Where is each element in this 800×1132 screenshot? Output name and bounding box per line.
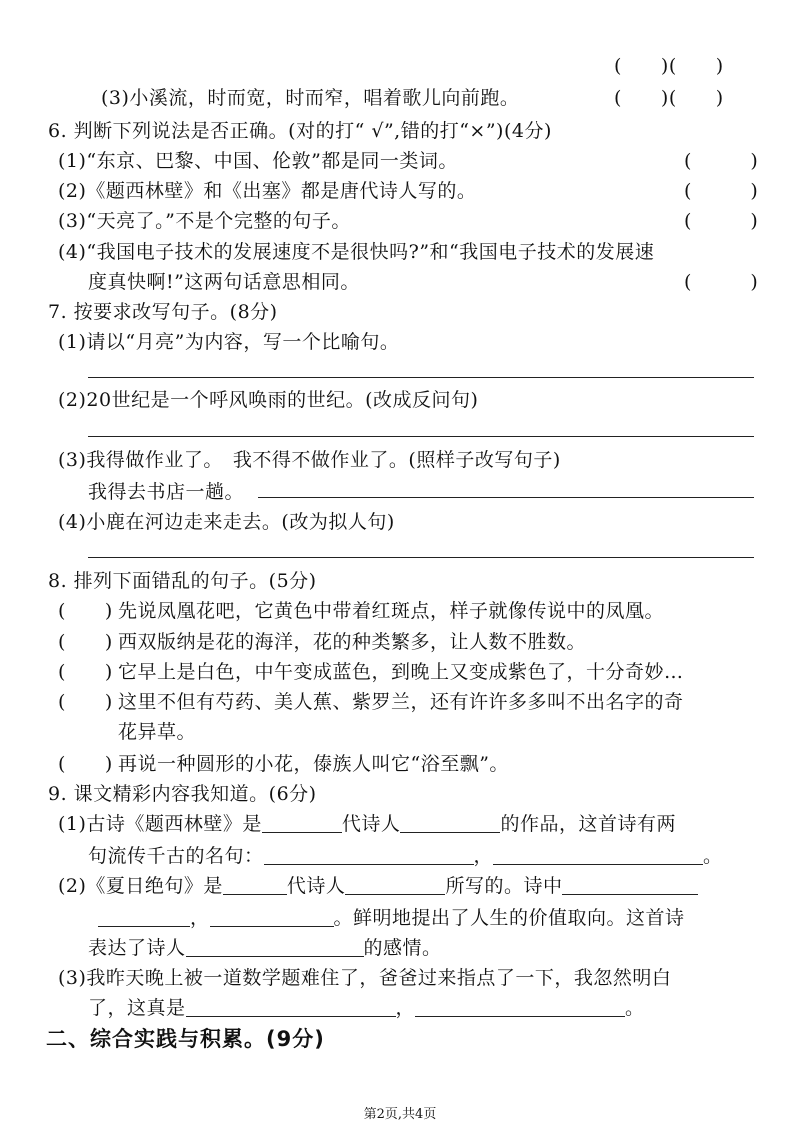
fill-blank[interactable]: [262, 812, 342, 833]
q9-text: ，: [473, 845, 494, 867]
q7-item-2: (2)20世纪是一个呼风唤雨的世纪。(改成反问句): [58, 389, 479, 411]
fill-blank[interactable]: [400, 812, 500, 833]
q6-item-1: (1)“东京、巴黎、中国、伦敦”都是同一类词。: [58, 150, 458, 172]
q9-text: (1)古诗《题西林壁》是: [58, 813, 262, 835]
fill-blank[interactable]: [223, 874, 287, 895]
fill-blank[interactable]: [493, 844, 703, 865]
section-2-heading: 二、综合实践与积累。(9分): [46, 1027, 325, 1051]
answer-line[interactable]: [88, 557, 754, 558]
fill-blank[interactable]: [210, 906, 334, 927]
q6-item-4-cont: 度真快啊!”这两句话意思相同。: [88, 271, 360, 293]
q9-text: 了，这真是: [88, 997, 186, 1019]
q9-text: ，: [190, 907, 210, 929]
q9-item-2-line2: [98, 904, 685, 932]
q8-sentence-5: 再说一种圆形的小花，傣族人叫它“浴至飘”。: [118, 753, 509, 775]
q9-text: 所写的。诗中: [445, 875, 563, 897]
q7-item-4: (4)小鹿在河边走来走去。(改为拟人句): [58, 511, 395, 533]
q9-item-2-line1: [58, 872, 698, 900]
answer-line[interactable]: [88, 436, 754, 437]
order-paren[interactable]: ( ): [58, 600, 113, 622]
answer-paren-pair[interactable]: ( )( ): [614, 55, 724, 77]
answer-line[interactable]: [258, 497, 754, 498]
answer-paren[interactable]: ( ): [684, 180, 759, 202]
q9-item-2-line3: [88, 934, 442, 962]
q7-title: 7. 按要求改写句子。(8分): [48, 301, 278, 323]
q9-text: 。: [625, 997, 645, 1019]
q9-text: 代诗人: [341, 813, 401, 835]
q6-item-4: (4)“我国电子技术的发展速度不是很快吗?”和“我国电子技术的发展速: [58, 241, 655, 263]
q9-text: 的作品，这首诗有两: [500, 813, 676, 835]
fill-blank[interactable]: [415, 996, 625, 1017]
q6-title: 6. 判断下列说法是否正确。(对的打“ √”,错的打“×”)(4分): [48, 120, 552, 142]
q8-sentence-1: 先说凤凰花吧，它黄色中带着红斑点，样子就像传说中的凤凰。: [118, 600, 665, 622]
fill-blank[interactable]: [186, 996, 396, 1017]
q9-text: 的感情。: [363, 937, 442, 959]
q9-text: ，: [395, 997, 416, 1019]
q8-sentence-4-cont: 花异草。: [118, 721, 197, 743]
fill-blank[interactable]: [345, 874, 445, 895]
answer-paren-pair[interactable]: ( )( ): [614, 87, 724, 109]
order-paren[interactable]: ( ): [58, 691, 113, 713]
q5-item-3: (3)小溪流，时而宽，时而窄，唱着歌儿向前跑。: [101, 87, 520, 109]
q9-item-3-line2: [88, 994, 645, 1022]
q7-item-3: (3)我得做作业了。 我不得不做作业了。(照样子改写句子): [58, 449, 561, 471]
q9-text: 。鲜明地提出了人生的价值取向。这首诗: [333, 907, 685, 929]
q9-text: 。: [703, 845, 723, 867]
q8-sentence-4: 这里不但有芍药、美人蕉、紫罗兰，还有许许多多叫不出名字的奇: [118, 691, 684, 713]
q8-title: 8. 排列下面错乱的句子。(5分): [48, 570, 317, 592]
q9-text: 表达了诗人: [88, 937, 186, 959]
q9-item-3-line1: (3)我昨天晚上被一道数学题难住了，爸爸过来指点了一下，我忽然明白: [58, 967, 672, 989]
q8-sentence-2: 西双版纳是花的海洋，花的种类繁多，让人数不胜数。: [118, 631, 587, 653]
q7-item-3-task: 我得去书店一趟。: [88, 481, 245, 503]
fill-blank[interactable]: [98, 906, 190, 927]
answer-paren[interactable]: ( ): [684, 210, 759, 232]
order-paren[interactable]: ( ): [58, 753, 113, 775]
page-number-footer: 第2页,共4页: [363, 1107, 437, 1122]
q9-item-1-line1: [58, 810, 676, 838]
q9-title: 9. 课文精彩内容我知道。(6分): [48, 783, 317, 805]
answer-line[interactable]: [88, 377, 754, 378]
order-paren[interactable]: ( ): [58, 661, 113, 683]
q9-text: 代诗人: [286, 875, 346, 897]
answer-paren[interactable]: ( ): [684, 271, 759, 293]
fill-blank[interactable]: [186, 936, 364, 957]
q9-item-1-line2: [88, 842, 723, 870]
order-paren[interactable]: ( ): [58, 631, 113, 653]
fill-blank[interactable]: [264, 844, 474, 865]
q9-text: (2)《夏日绝句》是: [58, 875, 223, 897]
q8-sentence-3: 它早上是白色，中午变成蓝色，到晚上又变成紫色了，十分奇妙…: [118, 661, 684, 683]
q6-item-3: (3)“天亮了。”不是个完整的句子。: [58, 210, 351, 232]
answer-paren[interactable]: ( ): [684, 150, 759, 172]
q7-item-1: (1)请以“月亮”为内容，写一个比喻句。: [58, 331, 400, 353]
q6-item-2: (2)《题西林壁》和《出塞》都是唐代诗人写的。: [58, 180, 477, 202]
fill-blank[interactable]: [562, 874, 698, 895]
q9-text: 句流传千古的名句：: [88, 845, 264, 867]
